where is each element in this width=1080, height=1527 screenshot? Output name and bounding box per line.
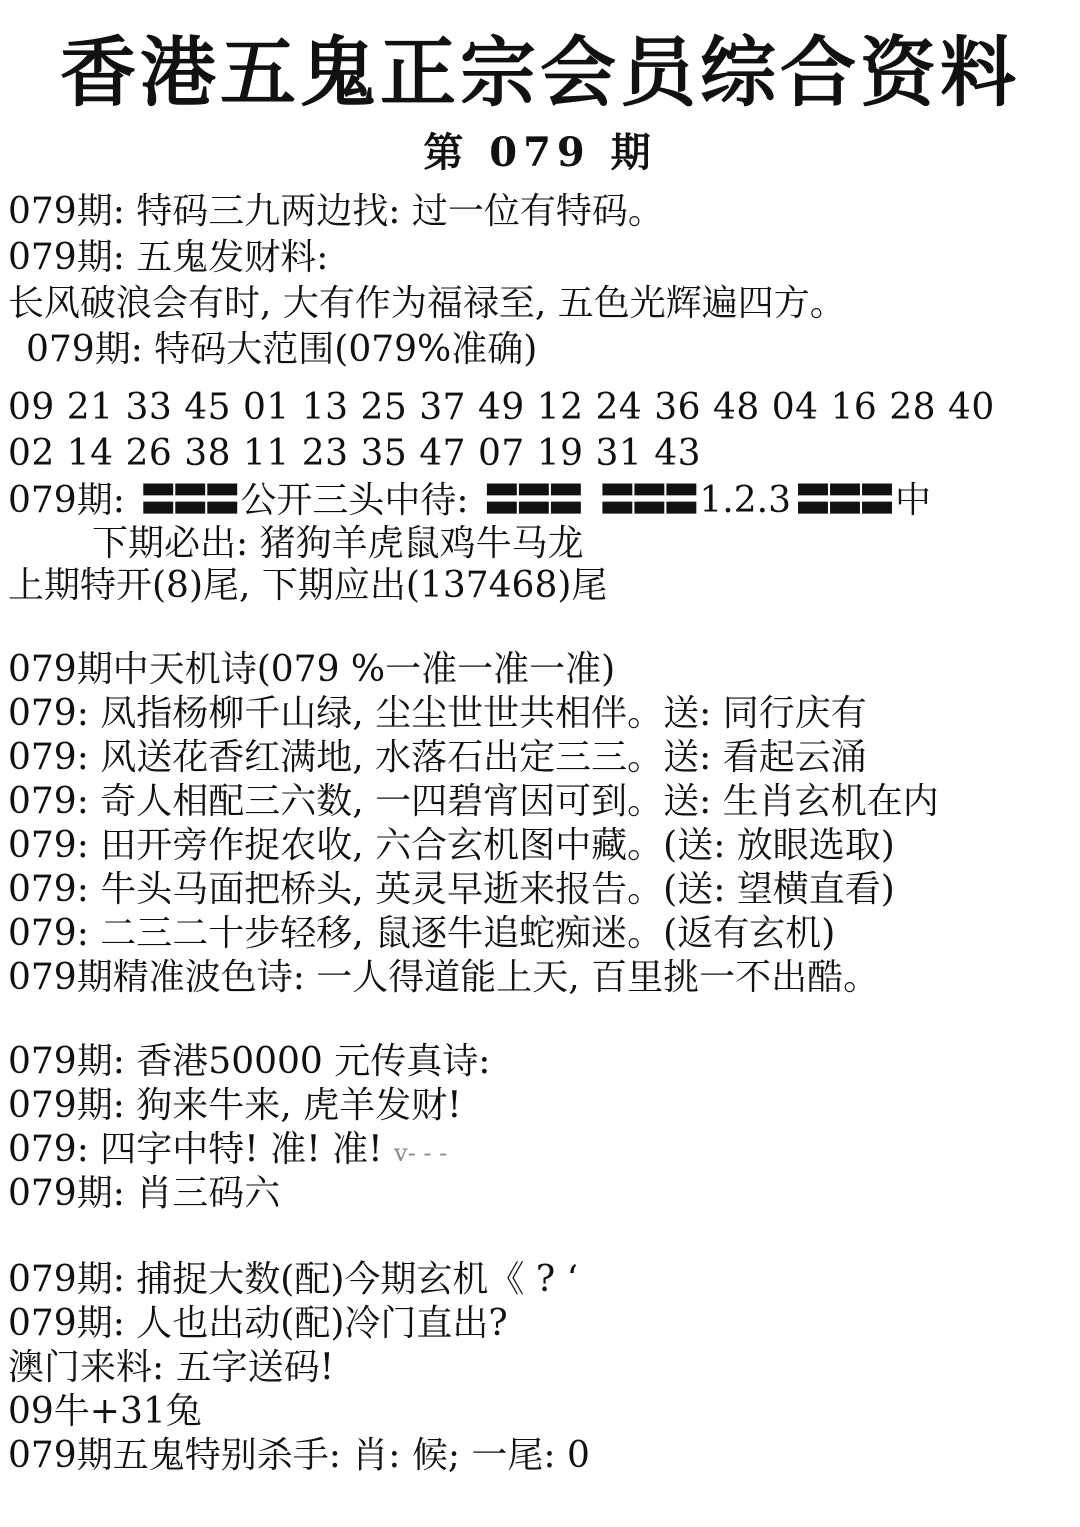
text-line: 079期: 狗来牛来, 虎羊发财! bbox=[8, 1085, 462, 1126]
text-line: 长风破浪会有时, 大有作为福禄至, 五色光辉遍四方。 bbox=[8, 283, 846, 324]
text-line: 澳门来料: 五字送码! bbox=[8, 1347, 335, 1388]
san-tou-line bbox=[8, 478, 931, 523]
number-row: 02 14 26 38 11 23 35 47 07 19 31 43 bbox=[8, 433, 702, 474]
text-line: 09牛+31兔 bbox=[8, 1391, 202, 1432]
text-line: 079期: 特码三九两边找: 过一位有特码。 bbox=[8, 191, 664, 232]
text-line: 上期特开(8)尾, 下期应出(137468)尾 bbox=[8, 565, 608, 606]
redacted-bar: 〓〓〓 bbox=[483, 479, 580, 521]
text-line: 079期: 香港50000 元传真诗: bbox=[8, 1041, 491, 1082]
number-row: 09 21 33 45 01 13 25 37 49 12 24 36 48 04 16 28 40 bbox=[8, 387, 995, 428]
text-line: 079期中天机诗(079 %一准一准一准) bbox=[8, 649, 616, 690]
redacted-bar: 〓〓〓 bbox=[795, 479, 892, 521]
poem-line: 079: 凤指杨柳千山绿, 尘尘世世共相伴。送: 同行庆有 bbox=[8, 693, 867, 734]
text-line: 079期精准波色诗: 一人得道能上天, 百里挑一不出酷。 bbox=[8, 957, 880, 998]
poem-line: 079: 牛头马面把桥头, 英灵早逝来报告。(送: 望横直看) bbox=[8, 869, 895, 910]
redacted-bar: 〓〓〓 bbox=[599, 479, 696, 521]
text-line: 079期: 特码大范围(079%准确) bbox=[26, 329, 538, 370]
san-tou-numbers: 1.2.3 bbox=[699, 480, 791, 521]
page-title: 香港五鬼正宗会员综合资料 bbox=[60, 28, 1020, 117]
text-line: 下期必出: 猪狗羊虎鼠鸡牛马龙 bbox=[92, 523, 584, 564]
san-tou-suffix: 中 bbox=[895, 480, 932, 521]
text-line: 079期: 人也出动(配)冷门直出? bbox=[8, 1303, 508, 1344]
issue-number: 第 079 期 bbox=[423, 129, 657, 176]
san-tou-prefix: 079期: bbox=[8, 480, 125, 521]
stray-mark: v- - - bbox=[394, 1139, 448, 1167]
text-line bbox=[8, 1128, 447, 1175]
poem-line: 079: 二三二十步轻移, 鼠逐牛追蛇痴迷。(返有玄机) bbox=[8, 913, 836, 954]
text-line-content: 079: 四字中特! 准! 准! bbox=[8, 1129, 383, 1170]
text-line: 079期: 五鬼发财料: bbox=[8, 237, 329, 278]
san-tou-label: 公开三头中待: bbox=[240, 480, 469, 521]
poem-line: 079: 奇人相配三六数, 一四碧宵因可到。送: 生肖玄机在内 bbox=[8, 781, 939, 822]
poem-line: 079: 风送花香红满地, 水落石出定三三。送: 看起云涌 bbox=[8, 737, 867, 778]
text-line: 079期: 捕捉大数(配)今期玄机《 ? ‘ bbox=[8, 1259, 579, 1300]
redacted-bar: 〓〓〓 bbox=[140, 479, 237, 521]
poem-line: 079: 田开旁作捉农收, 六合玄机图中藏。(送: 放眼选取) bbox=[8, 825, 895, 866]
text-line: 079期五鬼特别杀手: 肖: 候; 一尾: 0 bbox=[8, 1435, 590, 1476]
text-line: 079期: 肖三码六 bbox=[8, 1173, 281, 1214]
